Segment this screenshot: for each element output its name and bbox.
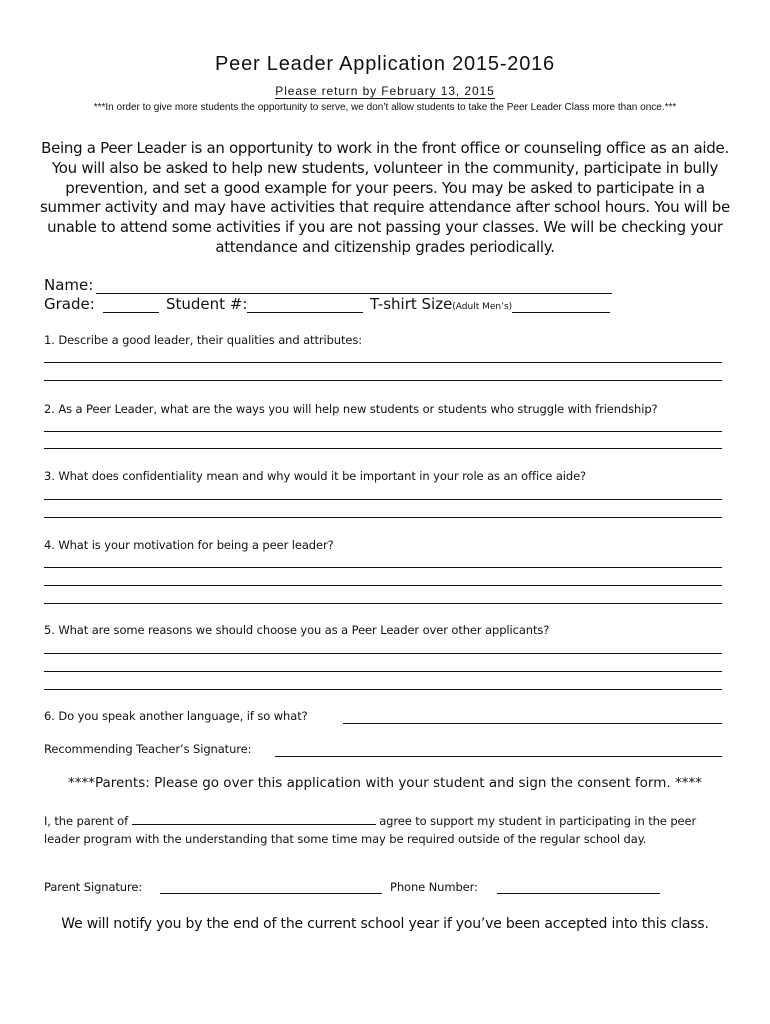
answer-line-5a[interactable] [44,653,722,654]
answer-line-2b[interactable] [44,448,722,449]
answer-line-4a[interactable] [44,567,722,568]
tshirt-size-text: T-shirt Size [370,295,453,313]
parents-heading: ****Parents: Please go over this application with your student and sign the consent form. **** [68,775,702,791]
answer-line-2a[interactable] [44,431,722,432]
answer-line-5b[interactable] [44,671,722,672]
teacher-signature-field[interactable] [275,756,722,757]
parent-signature-field[interactable] [160,893,382,894]
answer-line-4b[interactable] [44,585,722,586]
answer-line-4c[interactable] [44,603,722,604]
tshirt-size-field[interactable] [512,312,610,313]
grade-field[interactable] [103,312,159,313]
consent-prefix: I, the parent of [44,814,129,828]
page-title: Peer Leader Application 2015-2016 [215,53,555,75]
intro-paragraph: Being a Peer Leader is an opportunity to work in the front office or counseling office as an aide. You will also be asked to help new students, volunteer in the community, participate in bully prevention, and set a good example for your peers. You may be asked to participate in a summer activity and may have activities that require attendance after school hours. You will be unable to attend some activities if you are not passing your classes. We will be checking your attendance and citizenship grades periodically. [40,139,730,256]
question-4: 4. What is your motivation for being a peer leader? [44,538,334,552]
question-1: 1. Describe a good leader, their qualities and attributes: [44,333,363,347]
name-label: Name: [44,276,94,294]
answer-line-3a[interactable] [44,499,722,500]
student-number-label: Student #: [166,295,248,313]
teacher-signature-label: Recommending Teacher’s Signature: [44,742,252,756]
tshirt-size-label [370,295,512,313]
language-field[interactable] [343,723,722,724]
grade-label: Grade: [44,295,95,313]
return-deadline [0,84,770,98]
tshirt-size-note: (Adult Men’s) [452,302,513,312]
question-5: 5. What are some reasons we should choose you as a Peer Leader over other applicants? [44,623,550,637]
student-number-field[interactable] [247,312,363,313]
enrollment-note: ***In order to give more students the opportunity to serve, we don’t allow students to take the Peer Leader Class more than once.*** [93,102,677,113]
question-2: 2. As a Peer Leader, what are the ways you will help new students or students who struggle with friendship? [44,402,658,416]
consent-text: agree to support my student in participating in the peer leader program with the understanding that some time may be required outside of the regular school day. [44,814,697,846]
parent-signature-label: Parent Signature: [44,880,143,894]
consent-statement [44,812,724,848]
question-3: 3. What does confidentiality mean and why would it be important in your role as an office aide? [44,469,587,483]
name-field[interactable] [96,293,612,294]
answer-line-1b[interactable] [44,380,722,381]
return-deadline-text: Please return by February 13, 2015 [275,84,495,98]
answer-line-3b[interactable] [44,517,722,518]
answer-line-1a[interactable] [44,362,722,363]
question-6: 6. Do you speak another language, if so what? [44,709,308,723]
phone-number-field[interactable] [497,893,660,894]
phone-number-label: Phone Number: [390,880,478,894]
acceptance-notice: We will notify you by the end of the current school year if you’ve been accepted into this class. [61,916,709,932]
student-name-field[interactable] [132,823,376,825]
answer-line-5c[interactable] [44,689,722,690]
